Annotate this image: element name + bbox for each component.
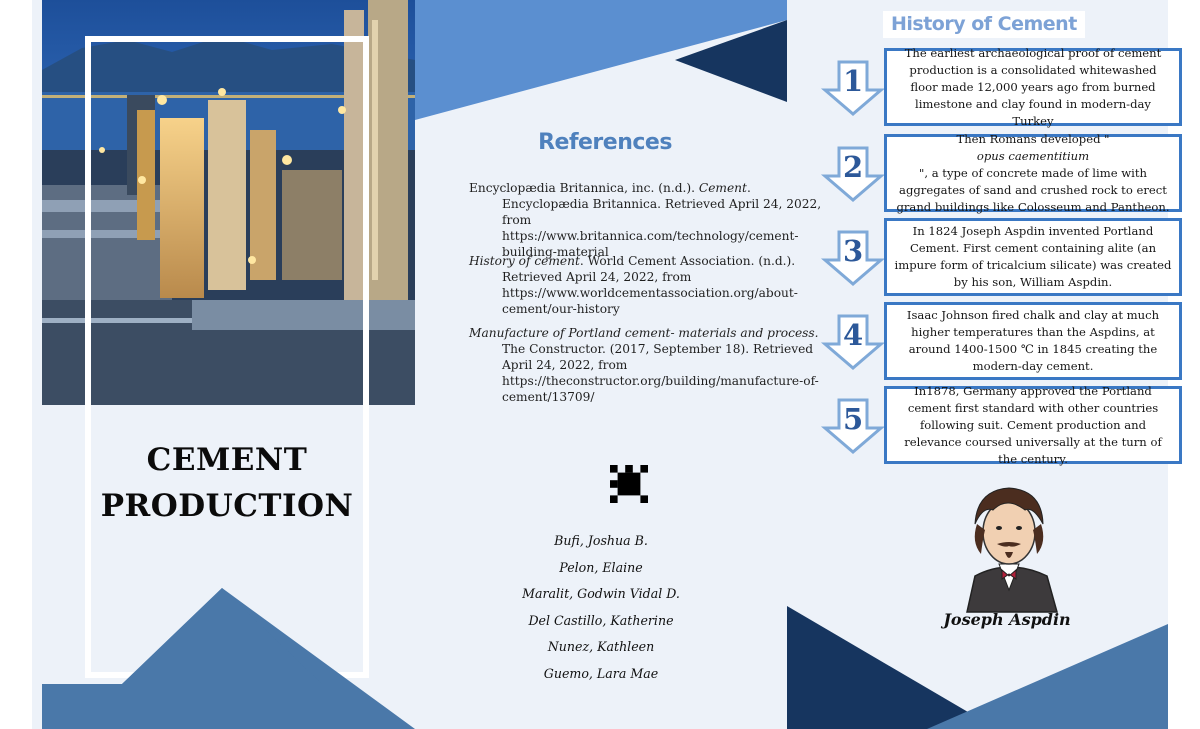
reference-item-3: Manufacture of Portland cement- materials and process. The Constructor. (2017, September 18). Retrieved April 24, 2022, from https://theconstructor.org/building/manufacture-of-cement/13709/	[469, 326, 819, 404]
author-name: Bufi, Joshua B.	[554, 533, 648, 548]
step-number: 5	[843, 402, 864, 436]
author-name: Pelon, Elaine	[559, 560, 643, 575]
history-step-3: In 1824 Joseph Aspdin invented Portland Cement. First cement containing alite (an impure form of tricalcium silicate) was created by his son, William Aspdin.	[884, 218, 1182, 296]
history-title: History of Cement	[883, 11, 1085, 38]
author-name: Nunez, Kathleen	[547, 639, 655, 654]
history-step-5: In1878, Germany approved the Portland cement first standard with other countries following suit. Cement production and relevance coursed universally at the turn of the century.	[884, 386, 1182, 464]
cover-title-line2: PRODUCTION	[100, 488, 354, 524]
history-step-4: Isaac Johnson fired chalk and clay at much higher temperatures than the Aspdins, at around 1400-1500 ℃ in 1845 creating the modern-day cement.	[884, 302, 1182, 380]
reference-item-2: History of cement. World Cement Association. (n.d.). Retrieved April 24, 2022, from https://www.worldcementassociation.org/about-cement/our-history	[469, 254, 798, 316]
step-number: 4	[843, 318, 864, 352]
references-heading: References	[538, 130, 672, 155]
history-step-2: Then Romans developed " opus caementitium ", a type of concrete made of lime with aggregates of sand and crushed rock to erect grand buildings like Colosseum and Pantheon.	[884, 134, 1182, 212]
references-panel	[415, 0, 822, 729]
brochure-sheet	[32, 0, 1172, 729]
cover-title-line1: CEMENT	[146, 442, 308, 478]
qr-code-icon	[610, 465, 648, 503]
cover-panel	[42, 0, 415, 729]
history-step-1: The earliest archaeological proof of cement production is a consolidated whitewashed floor made 12,000 years ago from burned limestone and clay found in modern-day Turkey	[884, 48, 1182, 126]
reference-item-1: Encyclopædia Britannica, inc. (n.d.). Cement. Encyclopædia Britannica. Retrieved April 24, 2022, from https://www.britannica.com/technology/cement-building-material	[469, 181, 822, 259]
references-header-decoration	[415, 0, 787, 125]
author-name: Guemo, Lara Mae	[543, 666, 659, 681]
history-panel	[787, 0, 1172, 729]
cover-frame	[85, 36, 369, 678]
step-number: 2	[843, 150, 864, 184]
author-name: Maralit, Godwin Vidal D.	[522, 586, 680, 601]
step-number: 1	[843, 64, 864, 98]
cover-triangle-decoration	[42, 588, 415, 729]
author-name: Del Castillo, Katherine	[528, 613, 674, 628]
portrait-caption: Joseph Aspdin	[943, 610, 1071, 629]
step-number: 3	[843, 234, 864, 268]
joseph-aspdin-portrait	[947, 484, 1072, 612]
